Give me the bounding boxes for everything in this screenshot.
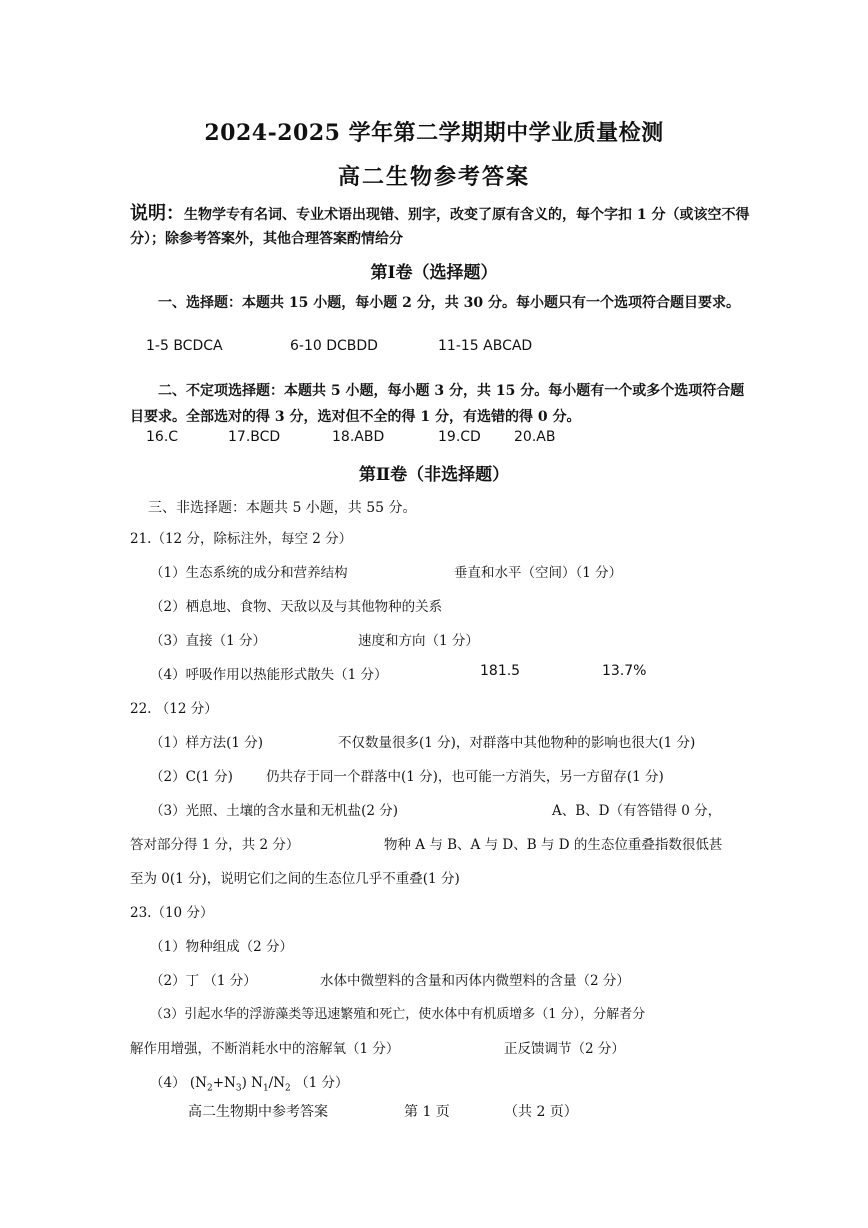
q21-answer-1a: （1）生态系统的成分和营养结构	[150, 565, 348, 581]
q22-answer-1a: （1）样方法(1 分)	[150, 735, 264, 751]
q22-answer-2a: （2）C(1 分)	[150, 769, 233, 785]
q23-answer-3: （3）引起水华的浮游藻类等迅速繁殖和死亡，使水体中有机质增多（1 分），分解者分	[150, 1007, 646, 1022]
footer-page-number: 第 1 页	[404, 1104, 450, 1120]
q21-answer-4c: 13.7%	[602, 663, 647, 679]
q21-answer-3b: 速度和方向（1 分）	[358, 633, 479, 649]
footer-total-pages: （共 2 页）	[504, 1104, 578, 1120]
answer-20: 20.AB	[514, 429, 556, 445]
exam-title: 2024-2025 学年第二学期期中学业质量检测	[204, 120, 664, 146]
q23-answer-1: （1）物种组成（2 分）	[150, 939, 293, 955]
q22-answer-3b: A、B、D（有答错得 0 分，	[552, 803, 722, 819]
q22-answer-2b: 仍共存于同一个群落中(1 分)，也可能一方消失，另一方留存(1 分)	[266, 769, 664, 785]
section-3-heading: 三、非选择题：本题共 5 小题，共 55 分。	[148, 500, 417, 516]
answer-17: 17.BCD	[228, 429, 281, 445]
instructions-note	[130, 202, 750, 251]
q22-answer-1b: 不仅数量很多(1 分)，对群落中其他物种的影响也很大(1 分)	[338, 735, 696, 751]
q21-answer-1b: 垂直和水平（空间）（1 分）	[454, 565, 623, 581]
q22-answer-5: 至为 0(1 分)，说明它们之间的生态位几乎不重叠(1 分)	[130, 871, 460, 887]
answers-11-15: 11-15 ABCAD	[438, 338, 533, 354]
answers-6-10: 6-10 DCBDD	[290, 338, 378, 354]
q23-answer-2a: （2）丁 （1 分）	[150, 973, 257, 989]
q22-header: 22. （12 分）	[130, 701, 218, 717]
section-1-heading: 一、选择题：本题共 15 小题，每小题 2 分，共 30 分。每小题只有一个选项符合题目要求。	[158, 295, 740, 311]
volume-1-heading: 第Ⅰ卷（选择题）	[370, 263, 498, 283]
q23-answer-5: （4） $(N_2+N_3)$ $N_1/N_2$ （1 分）	[150, 1075, 349, 1094]
answers-1-5: 1-5 BCDCA	[146, 338, 223, 354]
q21-header: 21.（12 分，除标注外，每空 2 分）	[130, 531, 353, 547]
q21-answer-4b: 181.5	[480, 663, 521, 679]
q23-answer-4a: 解作用增强，不断消耗水中的溶解氧（1 分）	[130, 1041, 400, 1057]
q23-header: 23.（10 分）	[130, 905, 214, 921]
note-text: 生物学专有名词、专业术语出现错、别字，改变了原有含义的，每个字扣 1 分（或该空不得分）；除参考答案外，其他合理答案酌情给分	[130, 207, 750, 247]
answer-19: 19.CD	[438, 429, 481, 445]
q21-answer-3a: （3）直接（1 分）	[150, 633, 266, 649]
footer-course: 高二生物期中参考答案	[188, 1104, 328, 1120]
answer-16: 16.C	[146, 429, 179, 445]
q23-answer-4b: 正反馈调节（2 分）	[504, 1041, 625, 1057]
answer-18: 18.ABD	[332, 429, 385, 445]
q21-answer-4a: （4）呼吸作用以热能形式散失（1 分）	[150, 667, 388, 683]
volume-2-heading: 第Ⅱ卷（非选择题）	[358, 465, 510, 485]
answer-key-title: 高二生物参考答案	[337, 164, 530, 190]
q23-answer-2b: 水体中微塑料的含量和丙体内微塑料的含量（2 分）	[320, 973, 630, 989]
q21-answer-2: （2）栖息地、食物、天敌以及与其他物种的关系	[150, 599, 443, 615]
q22-answer-4a: 答对部分得 1 分，共 2 分）	[130, 837, 300, 853]
note-label: 说明：	[130, 203, 184, 224]
section-2-heading: 二、不定项选择题：本题共 5 小题，每小题 3 分，共 15 分。每小题有一个或多个选项符合题目要求。全部选对的得 3 分，选对但不全的得 1 分，有选错的得 0 分。	[130, 383, 745, 425]
q22-answer-4b: 物种 A 与 B、A 与 D、B 与 D 的生态位重叠指数很低甚	[384, 837, 723, 853]
q22-answer-3a: （3）光照、土壤的含水量和无机盐(2 分)	[150, 803, 399, 819]
